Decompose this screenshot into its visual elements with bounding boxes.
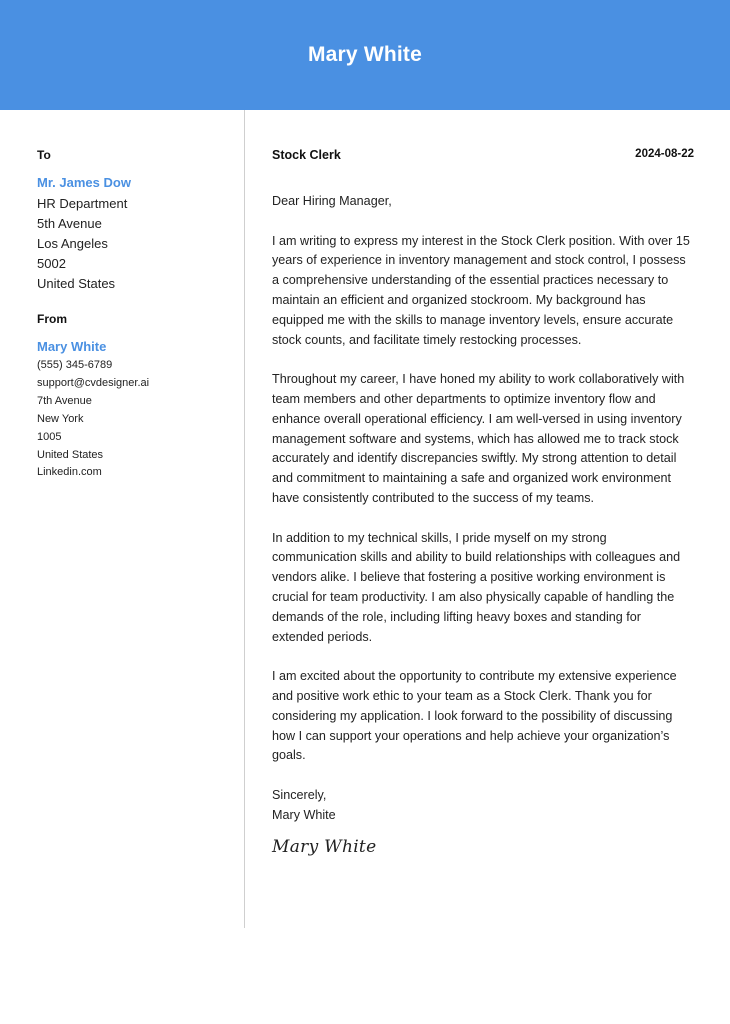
sender-street: 7th Avenue — [37, 394, 92, 407]
paragraph: I am writing to express my interest in the Stock Clerk position. With over 15 years of experience in inventory management and stock control, I possess a comprehensive understanding of the essential practices necessary to maintain an efficient and organized stockroom. My background has equipped me with the skills to manage inventory levels, ensure accurate stock counts, and facilitate timely restocking processes. — [272, 233, 690, 347]
recipient-line: Los Angeles — [37, 236, 108, 251]
recipient-name: Mr. James Dow — [37, 175, 131, 190]
closing-name: Mary White — [272, 807, 336, 822]
letter-text — [272, 192, 694, 857]
sender-contact — [37, 357, 149, 482]
recipient-line: HR Department — [37, 196, 128, 211]
recipient-label: To — [37, 148, 51, 162]
column-divider — [244, 110, 245, 928]
signature: Mary White — [272, 836, 377, 857]
letter-date: 2024-08-22 — [635, 148, 694, 160]
sender-email: support@cvdesigner.ai — [37, 376, 150, 389]
closing: Sincerely, — [272, 787, 327, 802]
sender-phone: (555) 345-6789 — [37, 359, 113, 371]
sender-zip: 1005 — [37, 430, 62, 443]
sender-country: United States — [37, 448, 104, 461]
sender-linkedin: Linkedin.com — [37, 466, 102, 479]
applicant-name: Mary White — [307, 43, 422, 66]
sender-label: From — [37, 312, 67, 326]
greeting: Dear Hiring Manager, — [272, 194, 392, 208]
paragraph: I am excited about the opportunity to contribute my extensive experience and positive work ethic to your team as a Stock Clerk. Thank you for considering my application. I look forward to the possibility of discussing how I can support your operations and help achieve your organization’s goals. — [272, 669, 677, 763]
recipient-line: United States — [37, 276, 116, 291]
position-title: Stock Clerk — [272, 148, 341, 162]
paragraph: In addition to my technical skills, I pride myself on my strong communication skills and ability to build relationships with colleagues and vendors alike. I believe that fostering a positive working environment is crucial for team productivity. I am also physically capable of handling the demands of the role, including lifting heavy boxes and standing for extended periods. — [272, 530, 681, 644]
recipient-line: 5th Avenue — [37, 216, 102, 231]
sender-city: New York — [37, 412, 84, 425]
header-banner — [0, 0, 730, 110]
recipient-address — [37, 194, 127, 294]
sender-name: Mary White — [37, 339, 107, 354]
recipient-line: 5002 — [37, 256, 66, 271]
paragraph: Throughout my career, I have honed my ability to work collaboratively with team members and other departments to optimize inventory flow and enhance overall operational efficiency. I am well-versed in using inventory management software and systems, which has allowed me to track stock accurately and identify discrepancies swiftly. My strong attention to detail and commitment to maintaining a safe and organized work environment have consistently contributed to the success of my teams. — [272, 372, 685, 505]
